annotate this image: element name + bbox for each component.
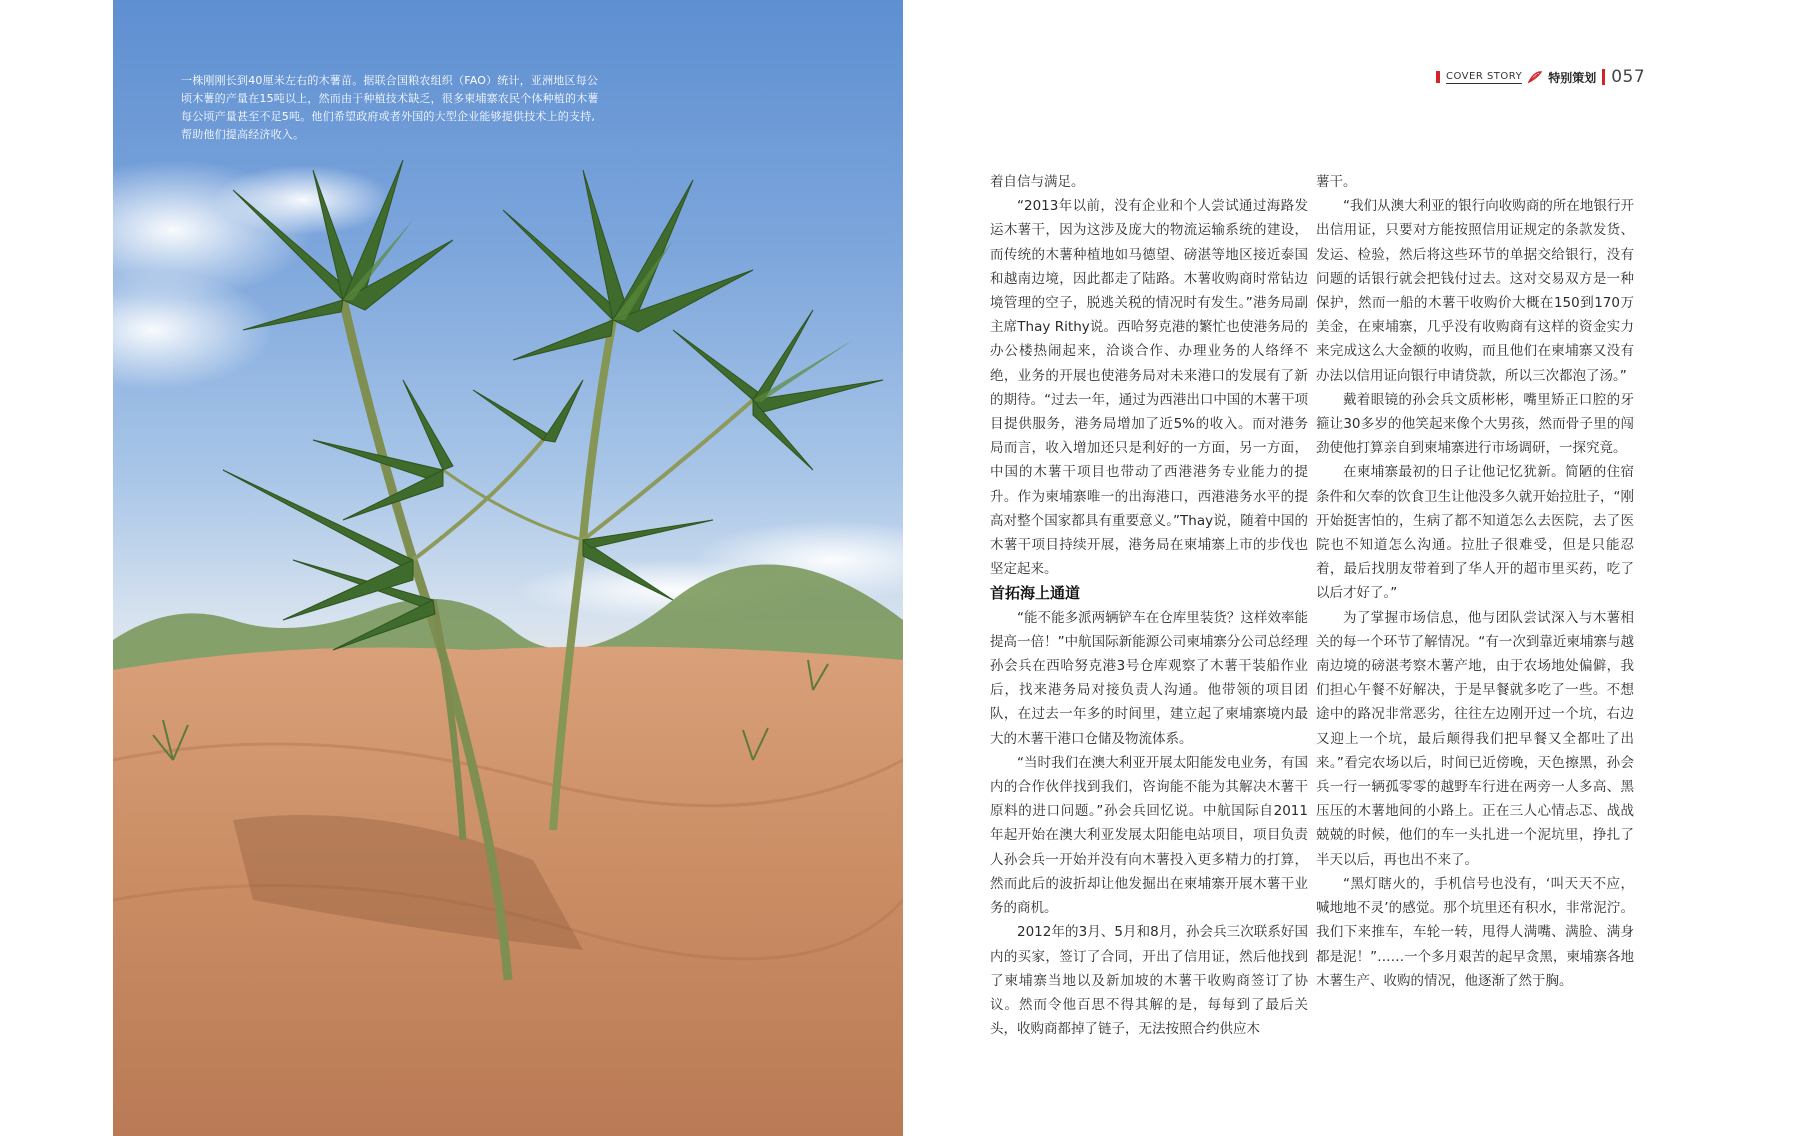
paragraph: “2013年以前，没有企业和个人尝试通过海路发运木薯干，因为这涉及庞大的物流运输系统的建设，而传统的木薯种植地如马德望、磅湛等地区接近泰国和越南边境，因此都走了陆路。木薯收购商时常钻边境管理的空子，脱逃关税的情况时有发生。”港务局副主席Thay Rithy说。西哈努克港的繁忙也使港务局的办公楼热闹起来，洽谈合作、办理业务的人络绎不绝，业务的开展也使港务局对未来港口的发展有了新的期待。“过去一年，通过为西港出口中国的木薯干项目提供服务，港务局增加了近5%的收入。而对港务局而言，收入增加还只是利好的一方面，另一方面，中国的木薯干项目也带动了西港港务专业能力的提升。作为柬埔寨唯一的出海港口，西港港务水平的提高对整个国家都具有重要意义。”Thay说，随着中国的木薯干项目持续开展，港务局在柬埔寨上市的步伐也坚定起来。 [990,198,1308,578]
paragraph: “能不能多派两辆铲车在仓库里装货？这样效率能提高一倍！”中航国际新能源公司柬埔寨分公司总经理孙会兵在西哈努克港3号仓库观察了木薯干装船作业后，找来港务局对接负责人沟通。他带领的项目团队，在过去一年多的时间里，建立起了柬埔寨境内最大的木薯干港口仓储及物流体系。 [990,609,1308,747]
paragraph: “当时我们在澳大利亚开展太阳能发电业务，有国内的合作伙伴找到我们，咨询能不能为其解决木薯干原料的进口问题。”孙会兵回忆说。中航国际自2011年起开始在澳大利亚发展太阳能电站项目，项目负责人孙会兵一开始并没有向木薯投入更多精力的打算，然而此后的波折却让他发掘出在柬埔寨开展木薯干业务的商机。 [990,754,1308,917]
section-label-cn: 特别策划 [1548,70,1597,85]
photo-caption: 一株刚刚长到40厘米左右的木薯苗。据联合国粮农组织（FAO）统计，亚洲地区每公顷木薯的产量在15吨以上，然而由于种植技术缺乏，很多柬埔寨农民个体种植的木薯每公顷产量甚至不足5吨。他们希望政府或者外国的大型企业能够提供技术上的支持,帮助他们提高经济收入。 [181,74,599,141]
article-column-1 [990,170,1308,1041]
paragraph: “我们从澳大利亚的银行向收购商的所在地银行开出信用证，只要对方能按照信用证规定的条款发货、发运、检验，然后将这些环节的单据交给银行，没有问题的话银行就会把钱付过去。这对交易双方是一种保护，然而一船的木薯干收购价大概在150到170万美金，在柬埔寨，几乎没有收购商有这样的资金实力来完成这么大金额的收购，而且他们在柬埔寨又没有办法以信用证向银行申请贷款，所以三次都泡了汤。” [1316,198,1634,384]
article-column-2 [1316,170,1634,993]
red-marker [1436,71,1440,83]
section-label-en: COVER STORY [1446,70,1523,82]
paragraph: 在柬埔寨最初的日子让他记忆犹新。简陋的住宿条件和欠奉的饮食卫生让他没多久就开始拉肚子，“刚开始挺害怕的，生病了都不知道怎么去医院，去了医院也不知道怎么沟通。拉肚子很难受，但是只能忍着，最后找朋友带着到了华人开的超市里买药，吃了以后才好了。” [1316,464,1634,602]
paragraph: 薯干。 [1316,174,1357,190]
cassava-photo [113,0,903,1136]
paragraph: 着自信与满足。 [990,174,1085,190]
paragraph: 2012年的3月、5月和8月，孙会兵三次联系好国内的买家，签订了合同，开出了信用证，然后他找到了柬埔寨当地以及新加坡的木薯干收购商签订了协议。然而令他百思不得其解的是，每每到了最后关头，收购商都掉了链子，无法按照合约供应木 [990,924,1308,1038]
page-header [1436,66,1645,88]
page-number: 057 [1611,67,1646,87]
paragraph: 为了掌握市场信息，他与团队尝试深入与木薯相关的每一个环节了解情况。“有一次到靠近柬埔寨与越南边境的磅湛考察木薯产地，由于农场地处偏僻，我们担心午餐不好解决，于是早餐就多吃了一些。不想途中的路况非常恶劣，往往左边刚开过一个坑，右边又迎上一个坑，最后颠得我们把早餐又全都吐了出来。”看完农场以后，时间已近傍晚，天色擦黑，孙会兵一行一辆孤零零的越野车行进在两旁一人多高、黑压压的木薯地间的小路上。正在三人心情忐忑、战战兢兢的时候，他们的车一头扎进一个泥坑里，挣扎了半天以后，再也出不来了。 [1316,609,1634,868]
section-subheading: 首拓海上通道 [990,584,1081,603]
leaf-swoosh-icon [1528,70,1542,84]
red-divider [1602,69,1605,85]
paragraph: “黑灯瞎火的，手机信号也没有，‘叫天天不应，喊地地不灵’的感觉。那个坑里还有积水，非常泥泞。我们下来推车，车轮一转，甩得人满嘴、满脸、满身都是泥！”……一个多月艰苦的起早贪黑，柬埔寨各地木薯生产、收购的情况，他逐渐了然于胸。 [1316,875,1634,989]
cassava-plant-illustration [113,0,903,1136]
paragraph: 戴着眼镜的孙会兵文质彬彬，嘴里矫正口腔的牙箍让30多岁的他笑起来像个大男孩，然而骨子里的闯劲使他打算亲自到柬埔寨进行市场调研，一探究竟。 [1316,391,1634,457]
